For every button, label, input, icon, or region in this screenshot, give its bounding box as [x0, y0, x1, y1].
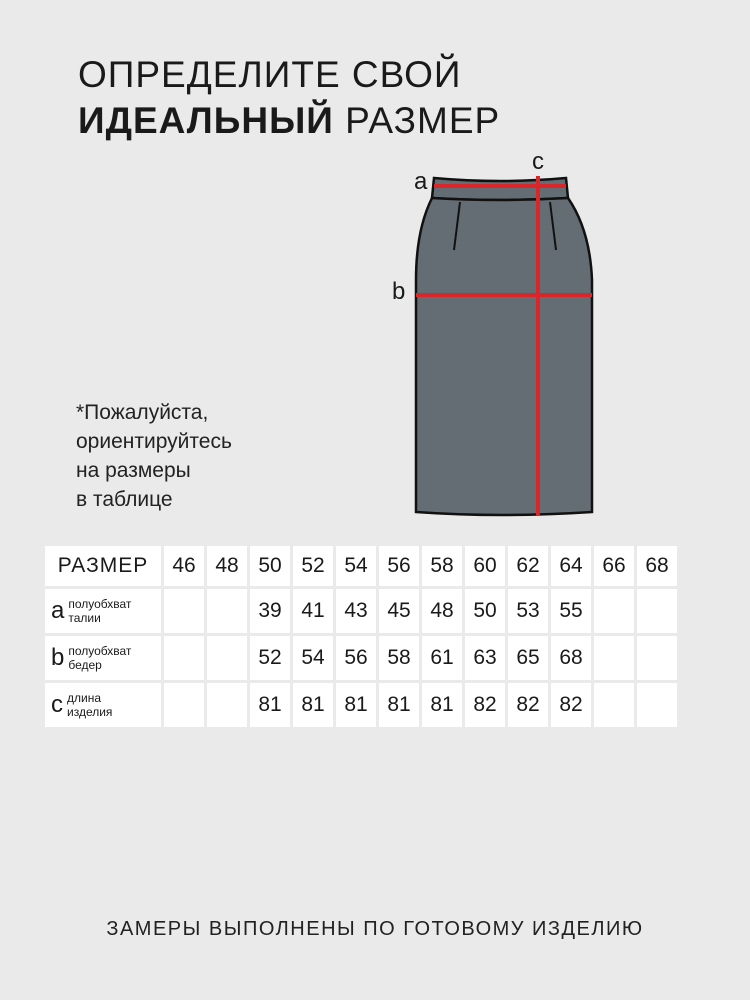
title-line-1: ОПРЕДЕЛИТЕ СВОЙ	[78, 54, 462, 95]
table-header-row	[45, 546, 677, 586]
note-line: в таблице	[76, 488, 173, 511]
size-header-cell: 56	[379, 546, 419, 586]
note-line: *Пожалуйста,	[76, 401, 209, 424]
label-a: a	[414, 168, 428, 195]
table-cell: 63	[465, 636, 505, 680]
table-cell	[164, 683, 204, 727]
table-cell	[164, 589, 204, 633]
table-cell	[637, 589, 677, 633]
table-cell: 61	[422, 636, 462, 680]
row-label	[45, 636, 161, 680]
row-label-line: талии	[68, 611, 101, 625]
size-header-cell: 50	[250, 546, 290, 586]
row-label-line: полуобхват	[68, 644, 132, 658]
row-label-line: полуобхват	[68, 597, 132, 611]
row-label-line: изделия	[67, 705, 113, 719]
table-row	[45, 636, 677, 680]
table-cell	[637, 636, 677, 680]
table-cell	[164, 636, 204, 680]
row-letter: c	[51, 691, 63, 718]
table-cell: 43	[336, 589, 376, 633]
table-cell	[594, 636, 634, 680]
table-cell: 82	[551, 683, 591, 727]
table-cell: 45	[379, 589, 419, 633]
table-cell: 81	[422, 683, 462, 727]
table-cell: 53	[508, 589, 548, 633]
size-table	[42, 543, 680, 730]
note-line: на размеры	[76, 459, 191, 482]
size-header-cell: 64	[551, 546, 591, 586]
note-line: ориентируйтесь	[76, 430, 232, 453]
skirt-diagram	[390, 150, 610, 525]
size-note	[76, 398, 232, 514]
table-cell: 81	[336, 683, 376, 727]
table-row	[45, 589, 677, 633]
size-header-cell: 46	[164, 546, 204, 586]
page-title	[78, 52, 500, 144]
table-cell: 68	[551, 636, 591, 680]
table-cell	[207, 683, 247, 727]
row-label-line: бедер	[68, 658, 102, 672]
table-cell: 41	[293, 589, 333, 633]
row-label-line: длина	[67, 691, 102, 705]
skirt-body	[416, 198, 592, 515]
table-cell	[207, 589, 247, 633]
size-header-cell: 66	[594, 546, 634, 586]
footer-note: ЗАМЕРЫ ВЫПОЛНЕНЫ ПО ГОТОВОМУ ИЗДЕЛИЮ	[106, 918, 644, 940]
table-cell	[637, 683, 677, 727]
table-cell: 48	[422, 589, 462, 633]
table-cell: 55	[551, 589, 591, 633]
size-header-cell: 54	[336, 546, 376, 586]
row-letter: b	[51, 644, 65, 671]
table-cell	[594, 683, 634, 727]
table-cell: 82	[465, 683, 505, 727]
table-cell: 39	[250, 589, 290, 633]
table-row	[45, 683, 677, 727]
table-cell	[594, 589, 634, 633]
table-cell: 82	[508, 683, 548, 727]
table-cell: 56	[336, 636, 376, 680]
size-header-cell: 58	[422, 546, 462, 586]
label-c: c	[532, 148, 544, 175]
size-header-cell: 62	[508, 546, 548, 586]
row-label	[45, 683, 161, 727]
size-header-cell: 68	[637, 546, 677, 586]
title-line-2	[78, 98, 500, 144]
title-bold-word: ИДЕАЛЬНЫЙ	[78, 100, 334, 141]
table-cell: 81	[293, 683, 333, 727]
table-cell: 52	[250, 636, 290, 680]
table-cell: 50	[465, 589, 505, 633]
row-label	[45, 589, 161, 633]
table-cell: 65	[508, 636, 548, 680]
table-cell: 81	[250, 683, 290, 727]
size-header-cell: 52	[293, 546, 333, 586]
table-cell	[207, 636, 247, 680]
table-header-label: РАЗМЕР	[45, 546, 161, 586]
title-rest: РАЗМЕР	[333, 100, 501, 141]
table-cell: 58	[379, 636, 419, 680]
skirt-waistband	[432, 178, 568, 200]
row-letter: a	[51, 597, 65, 624]
size-header-cell: 48	[207, 546, 247, 586]
label-b: b	[392, 278, 406, 305]
table-cell: 54	[293, 636, 333, 680]
table-cell: 81	[379, 683, 419, 727]
size-header-cell: 60	[465, 546, 505, 586]
